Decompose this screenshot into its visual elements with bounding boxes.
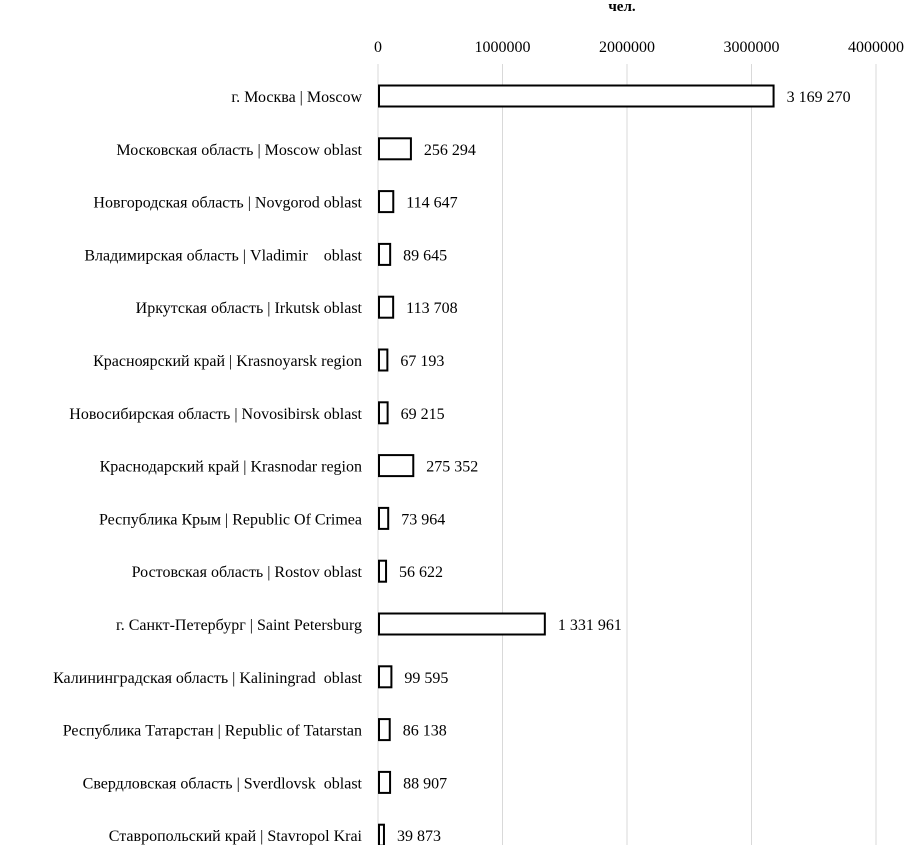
bar	[379, 719, 390, 740]
category-label: Свердловская область | Sverdlovsk oblast	[82, 775, 362, 793]
value-label: 99 595	[404, 669, 449, 687]
category-label: г. Санкт-Петербург | Saint Petersburg	[115, 617, 362, 634]
bar	[379, 666, 391, 687]
value-label: 86 138	[402, 722, 447, 740]
category-label: Республика Крым | Republic Of Crimea	[98, 511, 362, 529]
value-label: 3 169 270	[786, 89, 851, 106]
bar	[379, 508, 388, 529]
value-labels	[397, 89, 851, 845]
value-label: 88 907	[403, 775, 448, 793]
category-labels	[53, 89, 362, 845]
value-label: 1 331 961	[557, 617, 622, 634]
value-label: 39 873	[396, 828, 441, 845]
bar	[379, 138, 411, 159]
bar	[379, 86, 774, 107]
x-tick-label: 1000000	[474, 39, 531, 56]
bar	[379, 244, 390, 265]
category-label: Красноярский край | Krasnoyarsk region	[93, 353, 362, 370]
bar	[379, 455, 413, 476]
value-label: 69 215	[400, 405, 445, 423]
value-label: 256 294	[423, 141, 476, 159]
category-label: Калининградская область | Kaliningrad oblast	[53, 669, 362, 687]
gridlines	[378, 64, 876, 845]
value-label: 73 964	[401, 511, 446, 529]
value-label: 275 352	[426, 458, 479, 476]
category-label: Владимирская область | Vladimir oblast	[84, 247, 362, 265]
category-label: Ростовская область | Rostov oblast	[131, 564, 362, 582]
category-label: Московская область | Moscow oblast	[116, 141, 362, 159]
category-label: Новгородская область | Novgorod oblast	[93, 194, 362, 212]
category-label: Ставропольский край | Stavropol Krai	[108, 828, 362, 845]
x-tick-label: 3000000	[723, 39, 780, 56]
category-label: Республика Татарстан | Republic of Tatarstan	[62, 722, 362, 740]
x-tick-label: 0	[374, 39, 382, 56]
value-label: 56 622	[399, 564, 444, 582]
category-label: Краснодарский край | Krasnodar region	[99, 458, 362, 476]
chart-title: чел.	[608, 0, 636, 15]
x-tick-label: 2000000	[599, 39, 655, 56]
x-tick-label: 4000000	[848, 39, 904, 56]
bar	[379, 561, 386, 582]
x-axis-ticks	[374, 39, 904, 56]
category-label: г. Москва | Moscow	[231, 89, 362, 106]
value-label: 89 645	[403, 247, 448, 265]
value-label: 67 193	[400, 353, 445, 370]
category-label: Новосибирская область | Novosibirsk oblast	[69, 405, 362, 423]
bar	[379, 402, 388, 423]
value-label: 114 647	[406, 194, 458, 212]
bar	[379, 297, 393, 318]
category-label: Иркутская область | Irkutsk oblast	[135, 300, 362, 318]
value-label: 113 708	[406, 300, 458, 318]
bar	[379, 350, 387, 371]
bar	[379, 825, 384, 845]
bar	[379, 191, 393, 212]
bar	[379, 614, 545, 635]
bar	[379, 772, 390, 793]
